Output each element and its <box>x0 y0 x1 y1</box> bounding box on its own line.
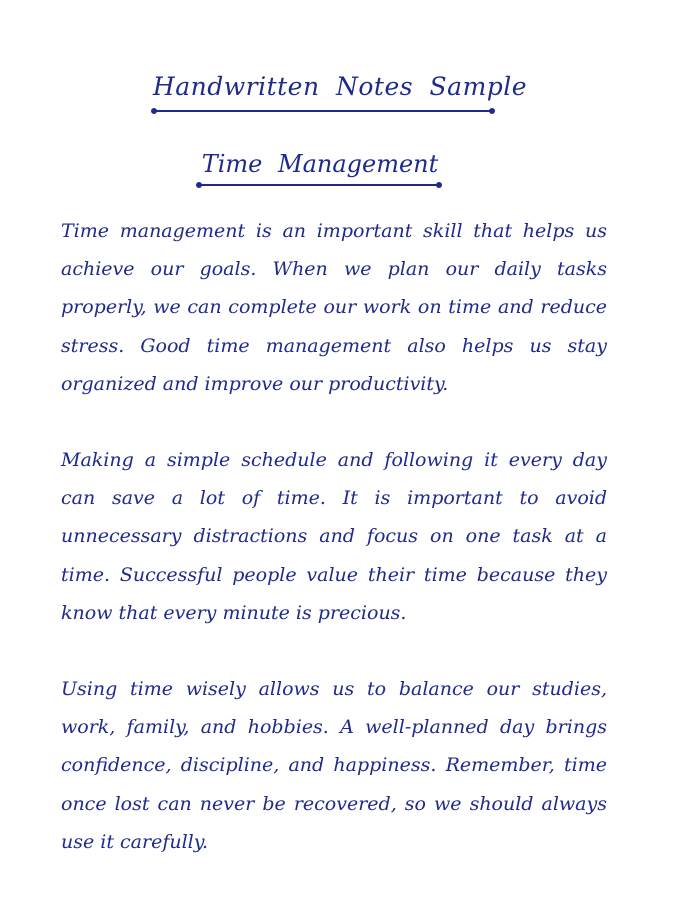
title-underline <box>154 110 492 112</box>
paragraph-2: Making a simple schedule and following it every day can save a lot of time. It is important to avoid unnecessary distractions and focus on one task at a time. Successful people value their time because they know that every minute is precious. <box>61 449 607 624</box>
heading-underline <box>199 184 439 186</box>
section-heading: Time Management <box>201 150 439 178</box>
page-title: Handwritten Notes Sample <box>152 72 528 101</box>
paragraph-1: Time management is an important skill that helps us achieve our goals. When we plan our daily tasks properly, we can complete our work on time and reduce stress. Good time management also helps us stay organized and improve our productivity. <box>61 220 607 395</box>
notes-body <box>61 212 607 861</box>
paragraph-3: Using time wisely allows us to balance our studies, work, family, and hobbies. A well-planned day brings confidence, discipline, and happiness. Remember, time once lost can never be recovered, so we should always use it carefully. <box>61 678 607 853</box>
